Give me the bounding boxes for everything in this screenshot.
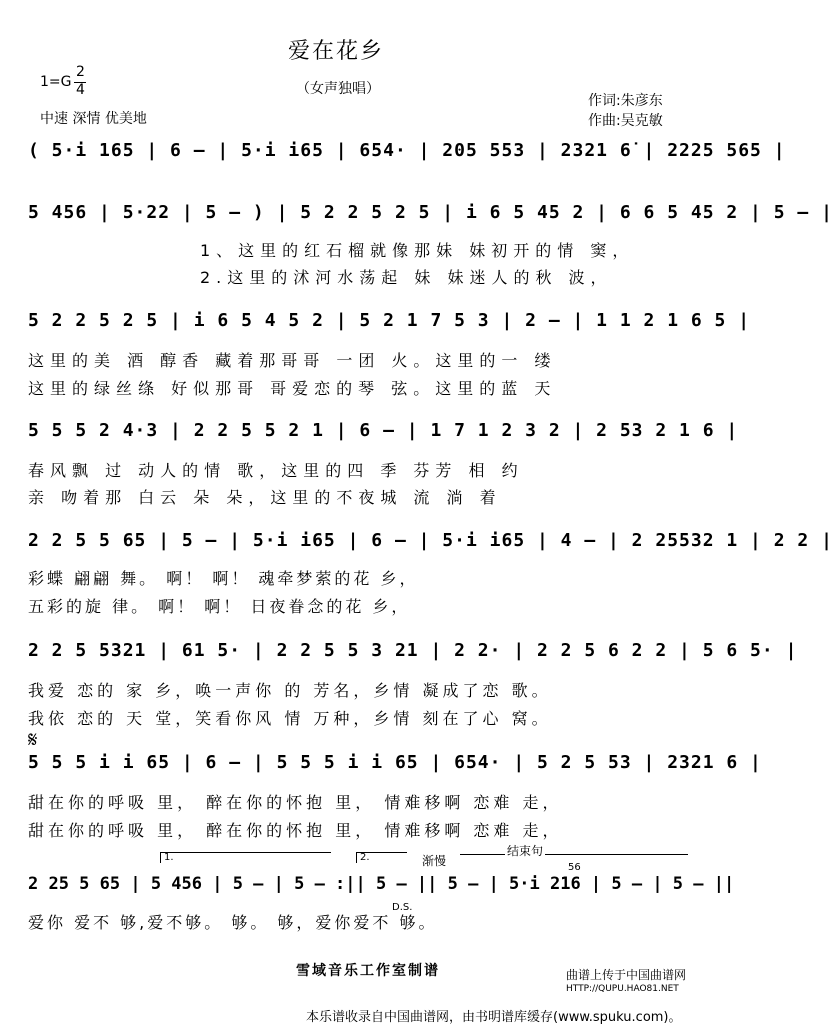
score-line-8: 2 25 5 65 | 5 456 | 5 – | 5 – :|| 5 – || 5 – | 5·i 216 | 5 – | 5 – ||: [28, 874, 735, 894]
coda-phrase-line: [460, 854, 688, 855]
lyric-line-5-verse1: 彩蝶 翩翩 舞。 啊！ 啊！ 魂牵梦萦的花 乡，: [28, 569, 419, 588]
time-sig-bottom: 4: [76, 82, 85, 98]
lyric-line-4-verse1: 春风飘 过 动人的情 歌，这里的四 季 芬芳 相 约: [28, 461, 524, 480]
lyric-line-8: 爱你 爱不 够,爱不够。 够。 够，爱你爱不 够。: [28, 913, 438, 932]
lyric-line-6-verse1: 我爱 恋的 家 乡，唤一声你 的 芳名，乡情 凝成了恋 歌。: [28, 681, 552, 700]
score-line-3: 5 2 2 5 2 5 | i 6 5 4 5 2 | 5 2 1 7 5 3 | 2 – | 1 1 2 1 6 5 |: [28, 310, 751, 331]
ritardando-marking: 渐慢: [422, 854, 447, 868]
grace-note-56: 56: [568, 862, 581, 873]
lyric-line-2-verse2: 2.这里的沭河水荡起 妹 妹迷人的秋 波，: [200, 268, 613, 287]
source-notice: 本乐谱收录自中国曲谱网，由书明谱库缓存(www.spuku.com)。: [306, 1010, 682, 1025]
segno-sign: 𝄋: [28, 728, 38, 753]
lyric-line-4-verse2: 亲 吻着那 白云 朵 朵，这里的不夜城 流 淌 着: [28, 488, 502, 507]
volta-1-label: 1.: [164, 852, 174, 863]
lyric-line-7-verse2: 甜在你的呼吸 里， 醉在你的怀抱 里， 情难移啊 恋难 走，: [28, 821, 563, 840]
studio-credit: 雪域音乐工作室制谱: [296, 963, 440, 979]
lyric-line-2-verse1: 1、这里的红石榴就像那妹 妹初开的情 窦，: [200, 241, 635, 260]
score-line-1: ( 5·i 165 | 6 – | 5·i i65 | 654· | 205 553 | 2321 6̇ | 2225 565 |: [28, 140, 786, 161]
coda-phrase-label: 结束句: [507, 844, 544, 858]
key-signature: 1=G: [40, 74, 72, 90]
lyric-line-5-verse2: 五彩的旋 律。 啊！ 啊！ 日夜眷念的花 乡，: [28, 597, 411, 616]
time-sig-top: 2: [76, 64, 85, 80]
score-line-4: 5 5 5 2 4·3 | 2 2 5 5 2 1 | 6 – | 1 7 1 2 3 2 | 2 53 2 1 6 |: [28, 420, 739, 441]
site-url: HTTP://QUPU.HAO81.NET: [566, 984, 679, 994]
lyric-line-3-verse2: 这里的绿丝绦 好似那哥 哥爱恋的琴 弦。这里的蓝 天: [28, 379, 557, 398]
score-line-2: 5 456 | 5·22 | 5 – ) | 5 2 2 5 2 5 | i 6 5 45 2 | 6 6 5 45 2 | 5 – |: [28, 202, 833, 223]
dal-segno-marking: D.S.: [392, 902, 413, 913]
tempo-marking: 中速 深情 优美地: [40, 111, 147, 127]
lyricist: 作词:朱彦东: [588, 93, 663, 109]
lyric-line-7-verse1: 甜在你的呼吸 里， 醉在你的怀抱 里， 情难移啊 恋难 走，: [28, 793, 563, 812]
lyric-line-3-verse1: 这里的美 酒 醇香 藏着那哥哥 一团 火。这里的一 缕: [28, 351, 557, 370]
score-line-5: 2 2 5 5 65 | 5 – | 5·i i65 | 6 – | 5·i i65 | 4 – | 2 25532 1 | 2 2 |: [28, 530, 833, 551]
song-subtitle: （女声独唱）: [296, 81, 380, 97]
volta-2-label: 2.: [360, 852, 370, 863]
upload-credit: 曲谱上传于中国曲谱网: [566, 968, 687, 982]
score-line-7: 5 5 5 i i 65 | 6 – | 5 5 5 i i 65 | 654· | 5 2 5 53 | 2321 6 |: [28, 752, 762, 773]
lyric-line-6-verse2: 我依 恋的 天 堂，笑看你风 情 万种，乡情 刻在了心 窝。: [28, 709, 552, 728]
song-title: 爱在花乡: [288, 39, 385, 64]
composer: 作曲:吴克敏: [588, 113, 663, 129]
score-line-6: 2 2 5 5321 | 61 5· | 2 2 5 5 3 21 | 2 2· | 2 2 5 6 2 2 | 5 6 5· |: [28, 640, 798, 661]
volta-1-bracket: [160, 852, 331, 863]
